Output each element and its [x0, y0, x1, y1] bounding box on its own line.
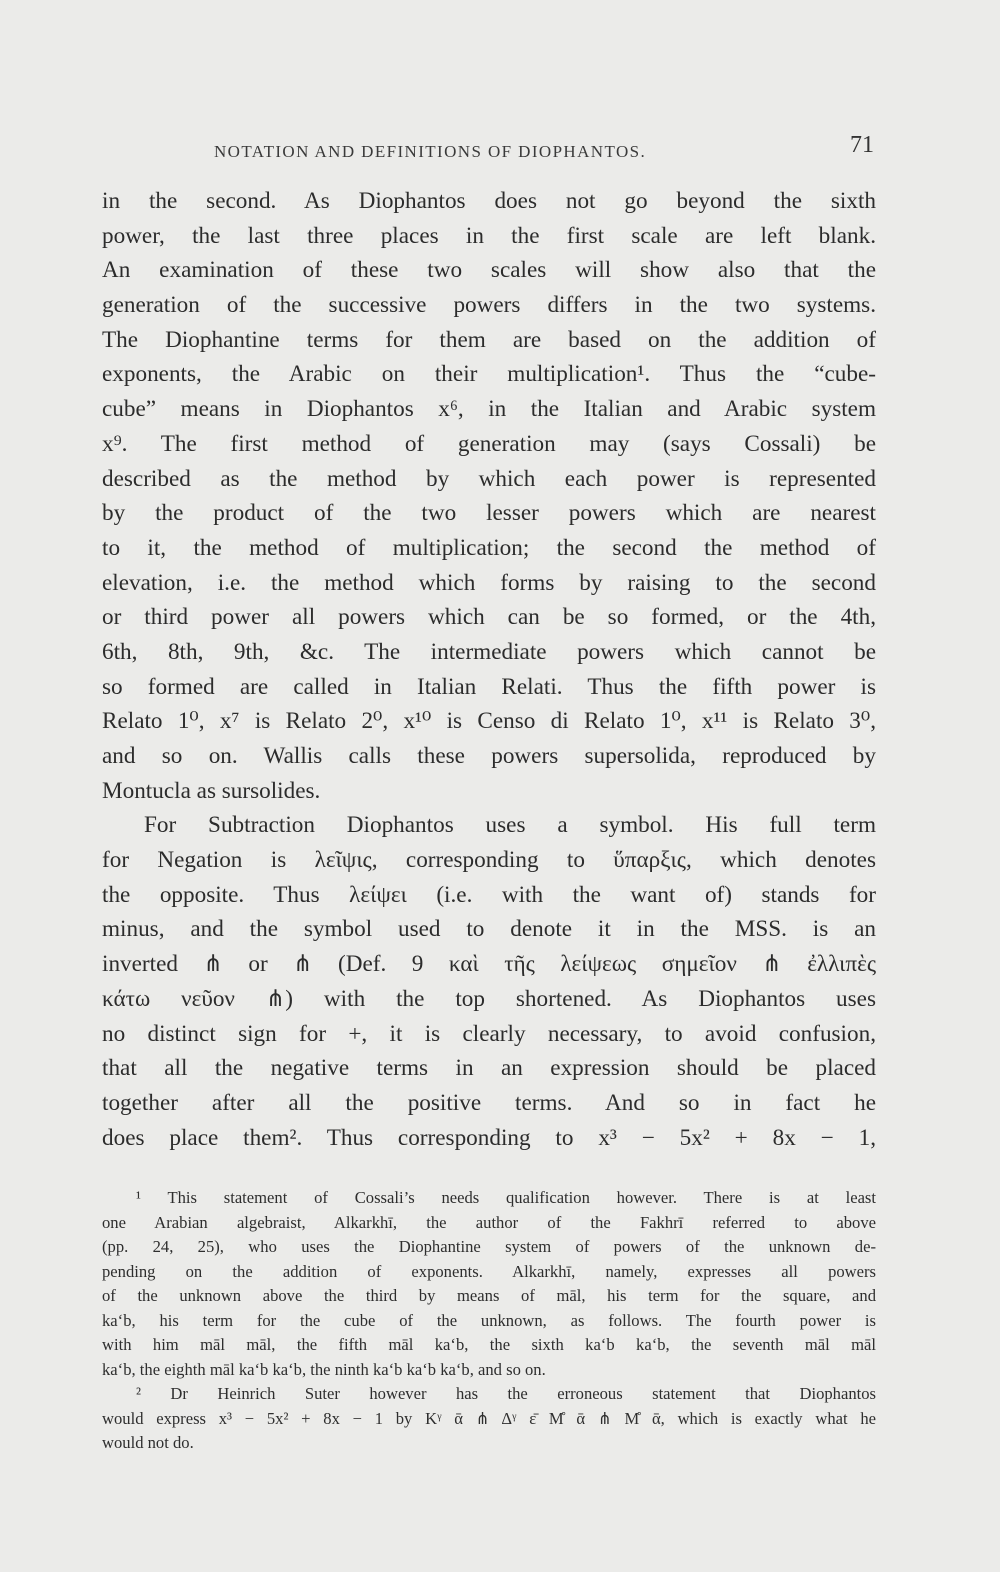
text-line: does place them². Thus corresponding to x³ − 5x² + 8x − 1,: [102, 1124, 876, 1151]
text-line: 6th, 8th, 9th, &c. The intermediate powers which cannot be: [102, 638, 876, 665]
text-line: the opposite. Thus λείψει (i.e. with the want of) stands for: [102, 881, 876, 908]
text-line: in the second. As Diophantos does not go beyond the sixth: [102, 188, 876, 214]
main-text: [102, 184, 876, 1155]
text-line: together after all the positive terms. And so in fact he: [102, 1089, 876, 1116]
text-line: minus, and the symbol used to denote it in the MSS. is an: [102, 916, 876, 943]
footnote-line: ¹ This statement of Cossali’s needs qualification however. There is at least: [136, 1188, 876, 1207]
page-number: 71: [850, 132, 874, 158]
text-line: x⁹. The first method of generation may (says Cossali) be: [102, 430, 876, 457]
text-line: For Subtraction Diophantos uses a symbol. His full term: [144, 812, 876, 839]
text-line: for Negation is λεῖψις, corresponding to ὕπαρξις, which denotes: [102, 847, 876, 874]
text-line: that all the negative terms in an expression should be placed: [102, 1055, 876, 1082]
text-line: no distinct sign for +, it is clearly necessary, to avoid confusion,: [102, 1020, 876, 1047]
text-line: Montucla as sursolides.: [102, 777, 321, 804]
footnote-line: (pp. 24, 25), who uses the Diophantine system of powers of the unknown de-: [102, 1237, 876, 1256]
text-line: cube” means in Diophantos x⁶, in the Italian and Arabic system: [102, 396, 876, 423]
text-line: so formed are called in Italian Relati. Thus the fifth power is: [102, 673, 876, 700]
footnote-line: would not do.: [102, 1433, 194, 1452]
text-line: to it, the method of multiplication; the second the method of: [102, 534, 876, 561]
text-line: generation of the successive powers differs in the two systems.: [102, 292, 876, 319]
footnotes: [102, 1186, 876, 1456]
footnote-line: would express x³ − 5x² + 8x − 1 by Κᵞ ᾱ ⋔ Δᵞ ε̄ Μ̊ ᾱ ⋔ Μ̊ ᾱ, which is exactly what he: [102, 1408, 876, 1428]
text-line: or third power all powers which can be so formed, or the 4th,: [102, 604, 876, 631]
text-line: inverted ⋔ or ⋔ (Def. 9 καὶ τῆς λείψεως σημεῖον ⋔ ἐλλιπὲς: [102, 951, 876, 978]
running-head: NOTATION AND DEFINITIONS OF DIOPHANTOS.: [214, 142, 647, 161]
footnote-line: ² Dr Heinrich Suter however has the erroneous statement that Diophantos: [136, 1384, 876, 1403]
footnote-line: ka‘b, the eighth māl ka‘b ka‘b, the ninth ka‘b ka‘b ka‘b, and so on.: [102, 1359, 546, 1379]
text-line: by the product of the two lesser powers which are nearest: [102, 500, 876, 527]
footnote-line: of the unknown above the third by means of māl, his term for the square, and: [102, 1286, 876, 1305]
footnote-line: one Arabian algebraist, Alkarkhī, the author of the Fakhrī referred to above: [102, 1212, 876, 1232]
text-line: κάτω νεῦον ⋔) with the top shortened. As Diophantos uses: [102, 985, 876, 1012]
text-line: The Diophantine terms for them are based on the addition of: [102, 326, 876, 353]
text-line: elevation, i.e. the method which forms by raising to the second: [102, 569, 876, 596]
footnote-line: with him māl māl, the fifth māl ka‘b, the sixth ka‘b ka‘b, the seventh māl māl: [102, 1335, 876, 1354]
text-line: An examination of these two scales will show also that the: [102, 257, 876, 284]
footnote-line: pending on the addition of exponents. Alkarkhī, namely, expresses all powers: [102, 1261, 876, 1281]
page-header: [102, 132, 878, 172]
text-line: described as the method by which each power is represented: [102, 465, 876, 492]
footnote-line: ka‘b, his term for the cube of the unknown, as follows. The fourth power is: [102, 1310, 876, 1330]
text-line: Relato 1⁰, x⁷ is Relato 2⁰, x¹⁰ is Censo di Relato 1⁰, x¹¹ is Relato 3⁰,: [102, 708, 876, 735]
text-line: power, the last three places in the first scale are left blank.: [102, 222, 876, 249]
text-line: exponents, the Arabic on their multiplication¹. Thus the “cube-: [102, 361, 876, 388]
text-line: and so on. Wallis calls these powers supersolida, reproduced by: [102, 743, 876, 769]
